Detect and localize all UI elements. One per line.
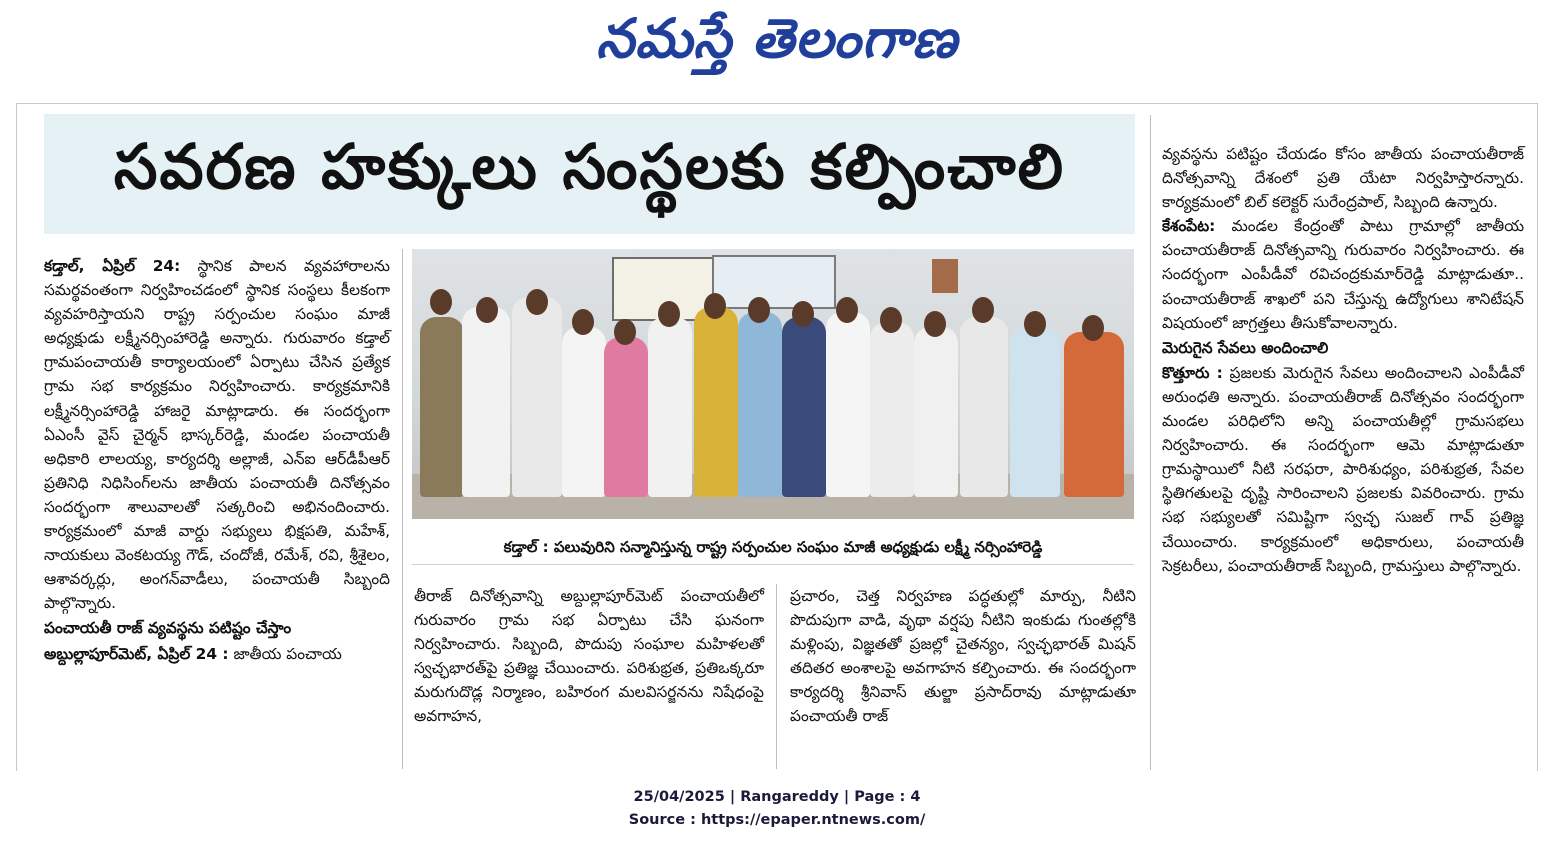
page-frame-right: [1537, 103, 1538, 771]
photo-head: [658, 301, 680, 327]
article-column-3: [790, 584, 1136, 729]
paragraph-kothur: [1162, 361, 1524, 578]
photo-wall-board-2: [712, 255, 836, 309]
dateline-abdullapurmet: అబ్దుల్లాపూర్‌మెట్, ఏప్రిల్ 24 :: [44, 644, 229, 663]
photo-head: [792, 301, 814, 327]
paragraph-kadthal: [44, 254, 390, 615]
article-column-4: [1162, 142, 1524, 578]
article-column-1: [44, 254, 390, 666]
masthead-title: నమస్తే తెలంగాణ: [596, 6, 958, 70]
photo-caption: కడ్తాల్ : పలువురిని సన్మానిస్తున్న రాష్ట్ర సర్పంచుల సంఘం మాజీ అధ్యక్షుడు లక్ష్మీ నర్సింహారెడ్డి: [412, 530, 1134, 565]
photo-head: [430, 289, 452, 315]
photo-head: [572, 309, 594, 335]
photo-head: [1024, 311, 1046, 337]
photo-head: [748, 297, 770, 323]
photo-person: [870, 322, 914, 497]
photo-person: [782, 317, 826, 497]
body-abdullapurmet-start: జాతీయ పంచాయ: [233, 644, 342, 663]
photo-head: [614, 319, 636, 345]
photo-poster: [932, 259, 958, 293]
photo-head: [836, 297, 858, 323]
photo-person: [1010, 327, 1060, 497]
headline-band: [44, 114, 1135, 234]
column-divider-2: [776, 584, 777, 769]
photo-head: [880, 307, 902, 333]
photo-person: [604, 337, 648, 497]
page-frame-top: [16, 103, 1538, 104]
subhead-better-services: మెరుగైన సేవలు అందించాలి: [1162, 338, 1329, 357]
photo-person: [648, 317, 692, 497]
masthead: [0, 0, 1554, 80]
article-column-2: [414, 584, 764, 729]
column-divider-3: [1150, 115, 1151, 770]
page-frame-left: [16, 103, 17, 771]
photo-head: [1082, 315, 1104, 341]
body-keshampet: మండల కేంద్రంతో పాటు గ్రామాల్లో జాతీయ పంచాయతీరాజ్ దినోత్సవాన్ని గురువారం నిర్వహించారు. ఈ సందర్భంగా ఎంపీడీవో రవిచంద్రకుమార్‌రెడ్డి మాట్లాడుతూ.. పంచాయతీరాజ్ శాఖలో పని చేస్తున్న ఉద్యోగులు శానిటేషన్ విషయంలో జాగ్రత్తలు తీసుకోవాలన్నారు.: [1162, 217, 1524, 332]
body-kadthal: స్థానిక పాలన వ్యవహారాలను సమర్థవంతంగా నిర్వహించడంలో స్థానిక సంస్థలు కీలకంగా వ్యవహరిస్తాయని రాష్ట్ర సర్పంచుల సంఘం మాజీ అధ్యక్షుడు లక్ష్మీనర్సింహారెడ్డి అన్నారు. గురువారం కడ్తాల్ గ్రామపంచాయతీ కార్యాలయంలో ఏర్పాటు చేసిన ప్రత్యేక గ్రామ సభ కార్యక్రమం నిర్వహించారు. కార్యక్రమానికి లక్ష్మీనర్సింహారెడ్డి హాజరై మాట్లాడారు. ఈ సందర్భంగా ఏఎంసీ వైస్ చైర్మన్ భాస్కర్‌రెడ్డి, మండల పంచాయతీ అధికారి లాలయ్య, కార్యదర్శి అల్లాజీ, ఎన్ఐ ఆర్‌డీపీఆర్ ప్రతినిధి నిధిసింగ్‌లను జాతీయ పంచాయతీ దినోత్సవం సందర్భంగా శాలువాలతో సత్కరించి అభినందించారు. కార్యక్రమంలో మాజీ వార్డు సభ్యులు భిక్షపతి, మహేశ్, నాయకులు వెంకటయ్య గౌడ్, చందోజీ, రమేశ్, రవి, శ్రీశైలం, ఆశావర్కర్లు, అంగన్‌వాడీలు, పంచాయతీ సిబ్బంది పాల్గొన్నారు.: [44, 257, 390, 613]
photo-person: [914, 327, 958, 497]
column-divider-1: [402, 249, 403, 769]
body-abdullapurmet-end: ప్రచారం, చెత్త నిర్వహణ పద్ధతుల్లో మార్పు, నీటిని పొదుపుగా వాడి, వృథా వర్షపు నీటిని ఇంకుడు గుంతల్లోకి మళ్లింపు, విజ్ఞతతో ప్రజల్లో చైతన్యం, స్వచ్ఛభారత్ మిషన్ తదితర అంశాలపై అవగాహన కల్పించారు. ఈ సందర్భంగా కార్యదర్శి శ్రీనివాస్ తుల్జా ప్రసాద్‌రావు మాట్లాడుతూ పంచాయతీ రాజ్: [790, 587, 1136, 726]
paragraph-abdullapurmet: [44, 642, 390, 666]
photo-head: [972, 297, 994, 323]
photo-person: [420, 317, 464, 497]
paragraph-keshampet: [1162, 214, 1524, 334]
photo-person: [960, 317, 1008, 497]
body-abdullapurmet-cont: తీరాజ్ దినోత్సవాన్ని అబ్దుల్లాపూర్‌మెట్ పంచాయతీలో గురువారం గ్రామ సభ ఏర్పాటు చేసి ఘనంగా నిర్వహించారు. సిబ్బంది, పొదుపు సంఘాల మహిళలతో స్వచ్ఛభారత్‌పై ప్రతిజ్ఞ చేయించారు. పరిశుభ్రత, ప్రతిఒక్కరూ మరుగుదొడ్ల నిర్మాణం, బహిరంగ మలవిసర్జనను నిషేధంపై అవగాహన,: [414, 587, 764, 726]
body-col4-intro: వ్యవస్థను పటిష్టం చేయడం కోసం జాతీయ పంచాయతీరాజ్ దినోత్సవాన్ని దేశంలో ప్రతి యేటా నిర్వహిస్తారన్నారు. కార్యక్రమంలో బిల్ కలెక్టర్ సురేంద్రపాల్, సిబ్బంది ఉన్నారు.: [1162, 145, 1524, 212]
article-headline: సవరణ హక్కులు సంస్థలకు కల్పించాలి: [113, 130, 1066, 203]
photo-head: [704, 293, 726, 319]
photo-head: [476, 297, 498, 323]
body-kothur: ప్రజలకు మెరుగైన సేవలు అందించాలని ఎంపీడీవో అరుంధతి అన్నారు. పంచాయతీరాజ్ దినోత్సవం సందర్భంగా మండల పరిధిలోని అన్ని పంచాయతీల్లో గ్రామసభలు నిర్వహించారు. ఈ సందర్భంగా ఆమె మాట్లాడుతూ గ్రామస్థాయిలో నీటి సరఫరా, పారిశుధ్యం, పరిశుభ్రత, సేవల స్థితిగతులపై దృష్టి సారించాలని ప్రజలకు వివరించారు. గ్రామ సభ సభ్యులతో సమిష్టిగా స్వచ్ఛ సుజల్ గావ్ ప్రతిజ్ఞ చేయించారు. కార్యక్రమంలో అధికారులు, పంచాయతీ సెక్రటరీలు, పంచాయతీరాజ్ సిబ్బంది, గ్రామస్తులు పాల్గొన్నారు.: [1162, 363, 1524, 575]
dateline-kothur: కొత్తూరు :: [1162, 363, 1223, 382]
photo-person: [562, 327, 606, 497]
photo-person: [694, 307, 738, 497]
news-photo: [412, 249, 1134, 519]
footer-meta: 25/04/2025 | Rangareddy | Page : 4: [633, 789, 921, 805]
photo-person: [1064, 332, 1124, 497]
photo-person: [512, 297, 562, 497]
subhead-panchayat-raj: పంచాయతీ రాజ్ వ్యవస్థను పటిష్టం చేస్తాం: [44, 619, 292, 638]
photo-head: [526, 289, 548, 315]
dateline-keshampet: కేశంపేట:: [1162, 217, 1216, 236]
footer-source: Source : https://epaper.ntnews.com/: [628, 812, 926, 828]
dateline-kadthal: కడ్తాల్, ఏప్రిల్ 24:: [44, 257, 181, 275]
photo-head: [924, 311, 946, 337]
photo-person: [462, 307, 510, 497]
photo-person: [826, 312, 870, 497]
photo-person: [738, 312, 782, 497]
